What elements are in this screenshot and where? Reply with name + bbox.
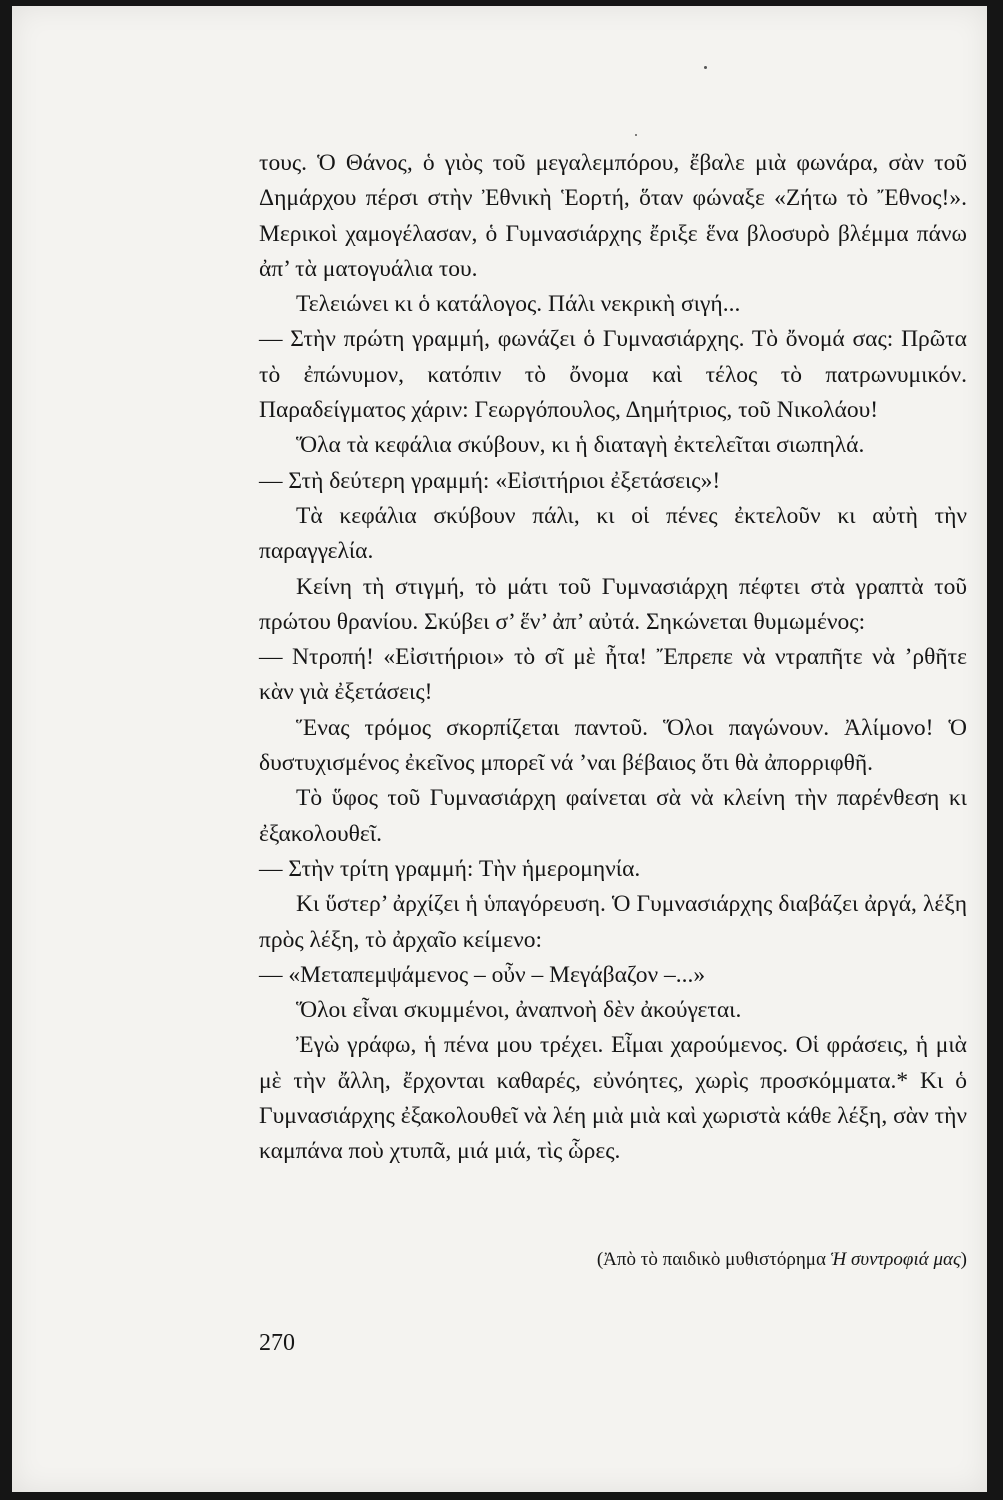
print-speck [635,134,637,136]
paragraph: Τὸ ὕφος τοῦ Γυμνασιάρχη φαίνεται σὰ νὰ κλείνη τὴν παρένθεση κι ἐξακολουθεῖ. [259,785,967,847]
page-number: 270 [259,1330,295,1356]
paragraph: — Ντροπή! «Εἰσιτήριοι» τὸ σῖ μὲ ἦτα! Ἔπρεπε νὰ ντραπῆτε νὰ ’ρθῆτε κὰν γιὰ ἐξετάσεις! [259,644,967,706]
paragraph: Τὰ κεφάλια σκύβουν πάλι, κι οἱ πένες ἐκτελοῦν κι αὐτὴ τὴν παραγγελία. [259,502,967,565]
paragraph: τους. Ὁ Θάνος, ὁ γιὸς τοῦ μεγαλεμπόρου, ἔβαλε μιὰ φωνάρα, σὰν τοῦ Δημάρχου πέρσι στὴν Ἐθνικὴ Ἑορτή, ὅταν φώναξε «Ζήτω τὸ Ἔθνος!». Μερικοὶ χαμογέλασαν, ὁ Γυμνασιάρχης ἔριξε ἕνα βλοσυρὸ βλέμμα πάνω ἀπ’ τὰ ματογυάλια του. [259,150,967,282]
paragraph: — Στὴ δεύτερη γραμμή: «Εἰσιτήριοι ἐξετάσεις»! [259,467,721,494]
paragraph: Ὅλα τὰ κεφάλια σκύβουν, κι ἡ διαταγὴ ἐκτελεῖται σιωπηλά. [296,432,865,459]
paragraph: — Στὴν πρώτη γραμμή, φωνάζει ὁ Γυμνασιάρχης. Τὸ ὄνομά σας: Πρῶτα τὸ ἐπώνυμον, κατόπιν τὸ ὄνομα καὶ τέλος τὸ πατρωνυμικόν. Παραδείγματος χάριν: Γεωργόπουλος, Δημήτριος, τοῦ Νικολάου! [259,326,967,424]
paragraph: Κι ὕστερ’ ἀρχίζει ἡ ὑπαγόρευση. Ὁ Γυμνασιάρχης διαβάζει ἀργά, λέξη πρὸς λέξη, τὸ ἀρχαῖο κείμενο: [259,891,967,953]
source-citation [480,1249,967,1271]
paragraph: Ἕνας τρόμος σκορπίζεται παντοῦ. Ὅλοι παγώνουν. Ἀλίμονο! Ὁ δυστυχισμένος ἐκεῖνος μπορεῖ νά ’ναι βέβαιος ὅτι θὰ ἀπορριφθῆ. [259,714,967,777]
paragraph: Ὅλοι εἶναι σκυμμένοι, ἀναπνοὴ δὲν ἀκούγεται. [296,997,742,1024]
paragraph: Τελειώνει κι ὁ κατάλογος. Πάλι νεκρικὴ σιγή... [296,291,741,318]
book-title: Ἡ συντροφιά μας [830,1249,961,1270]
print-speck [704,66,707,69]
body-text [259,146,967,1170]
paragraph: — «Μεταπεμψάμενος – οὖν – Μεγάβαζον –...» [259,961,706,988]
paragraph: Ἐγὼ γράφω, ἡ πένα μου τρέχει. Εἶμαι χαρούμενος. Οἱ φράσεις, ἡ μιὰ μὲ τὴν ἄλλη, ἔρχονται καθαρές, εὐνόητες, χωρὶς προσκόμματα.* Κι ὁ Γυμνασιάρχης ἐξακολουθεῖ νὰ λέη μιὰ μιὰ καὶ χωριστὰ κάθε λέξη, σὰν τὴν καμπάνα ποὺ χτυπᾶ, μιά μιά, τὶς ὧρες. [259,1032,967,1165]
source-suffix: ) [960,1249,967,1270]
paragraph: — Στὴν τρίτη γραμμή: Τὴν ἡμερομηνία. [259,855,641,882]
source-prefix: (Ἀπὸ τὸ παιδικὸ μυθιστόρημα [596,1249,831,1270]
paragraph: Κείνη τὴ στιγμή, τὸ μάτι τοῦ Γυμνασιάρχη πέφτει στὰ γραπτὰ τοῦ πρώτου θρανίου. Σκύβει σ’ ἕν’ ἀπ’ αὐτά. Σηκώνεται θυμωμένος: [259,573,967,635]
